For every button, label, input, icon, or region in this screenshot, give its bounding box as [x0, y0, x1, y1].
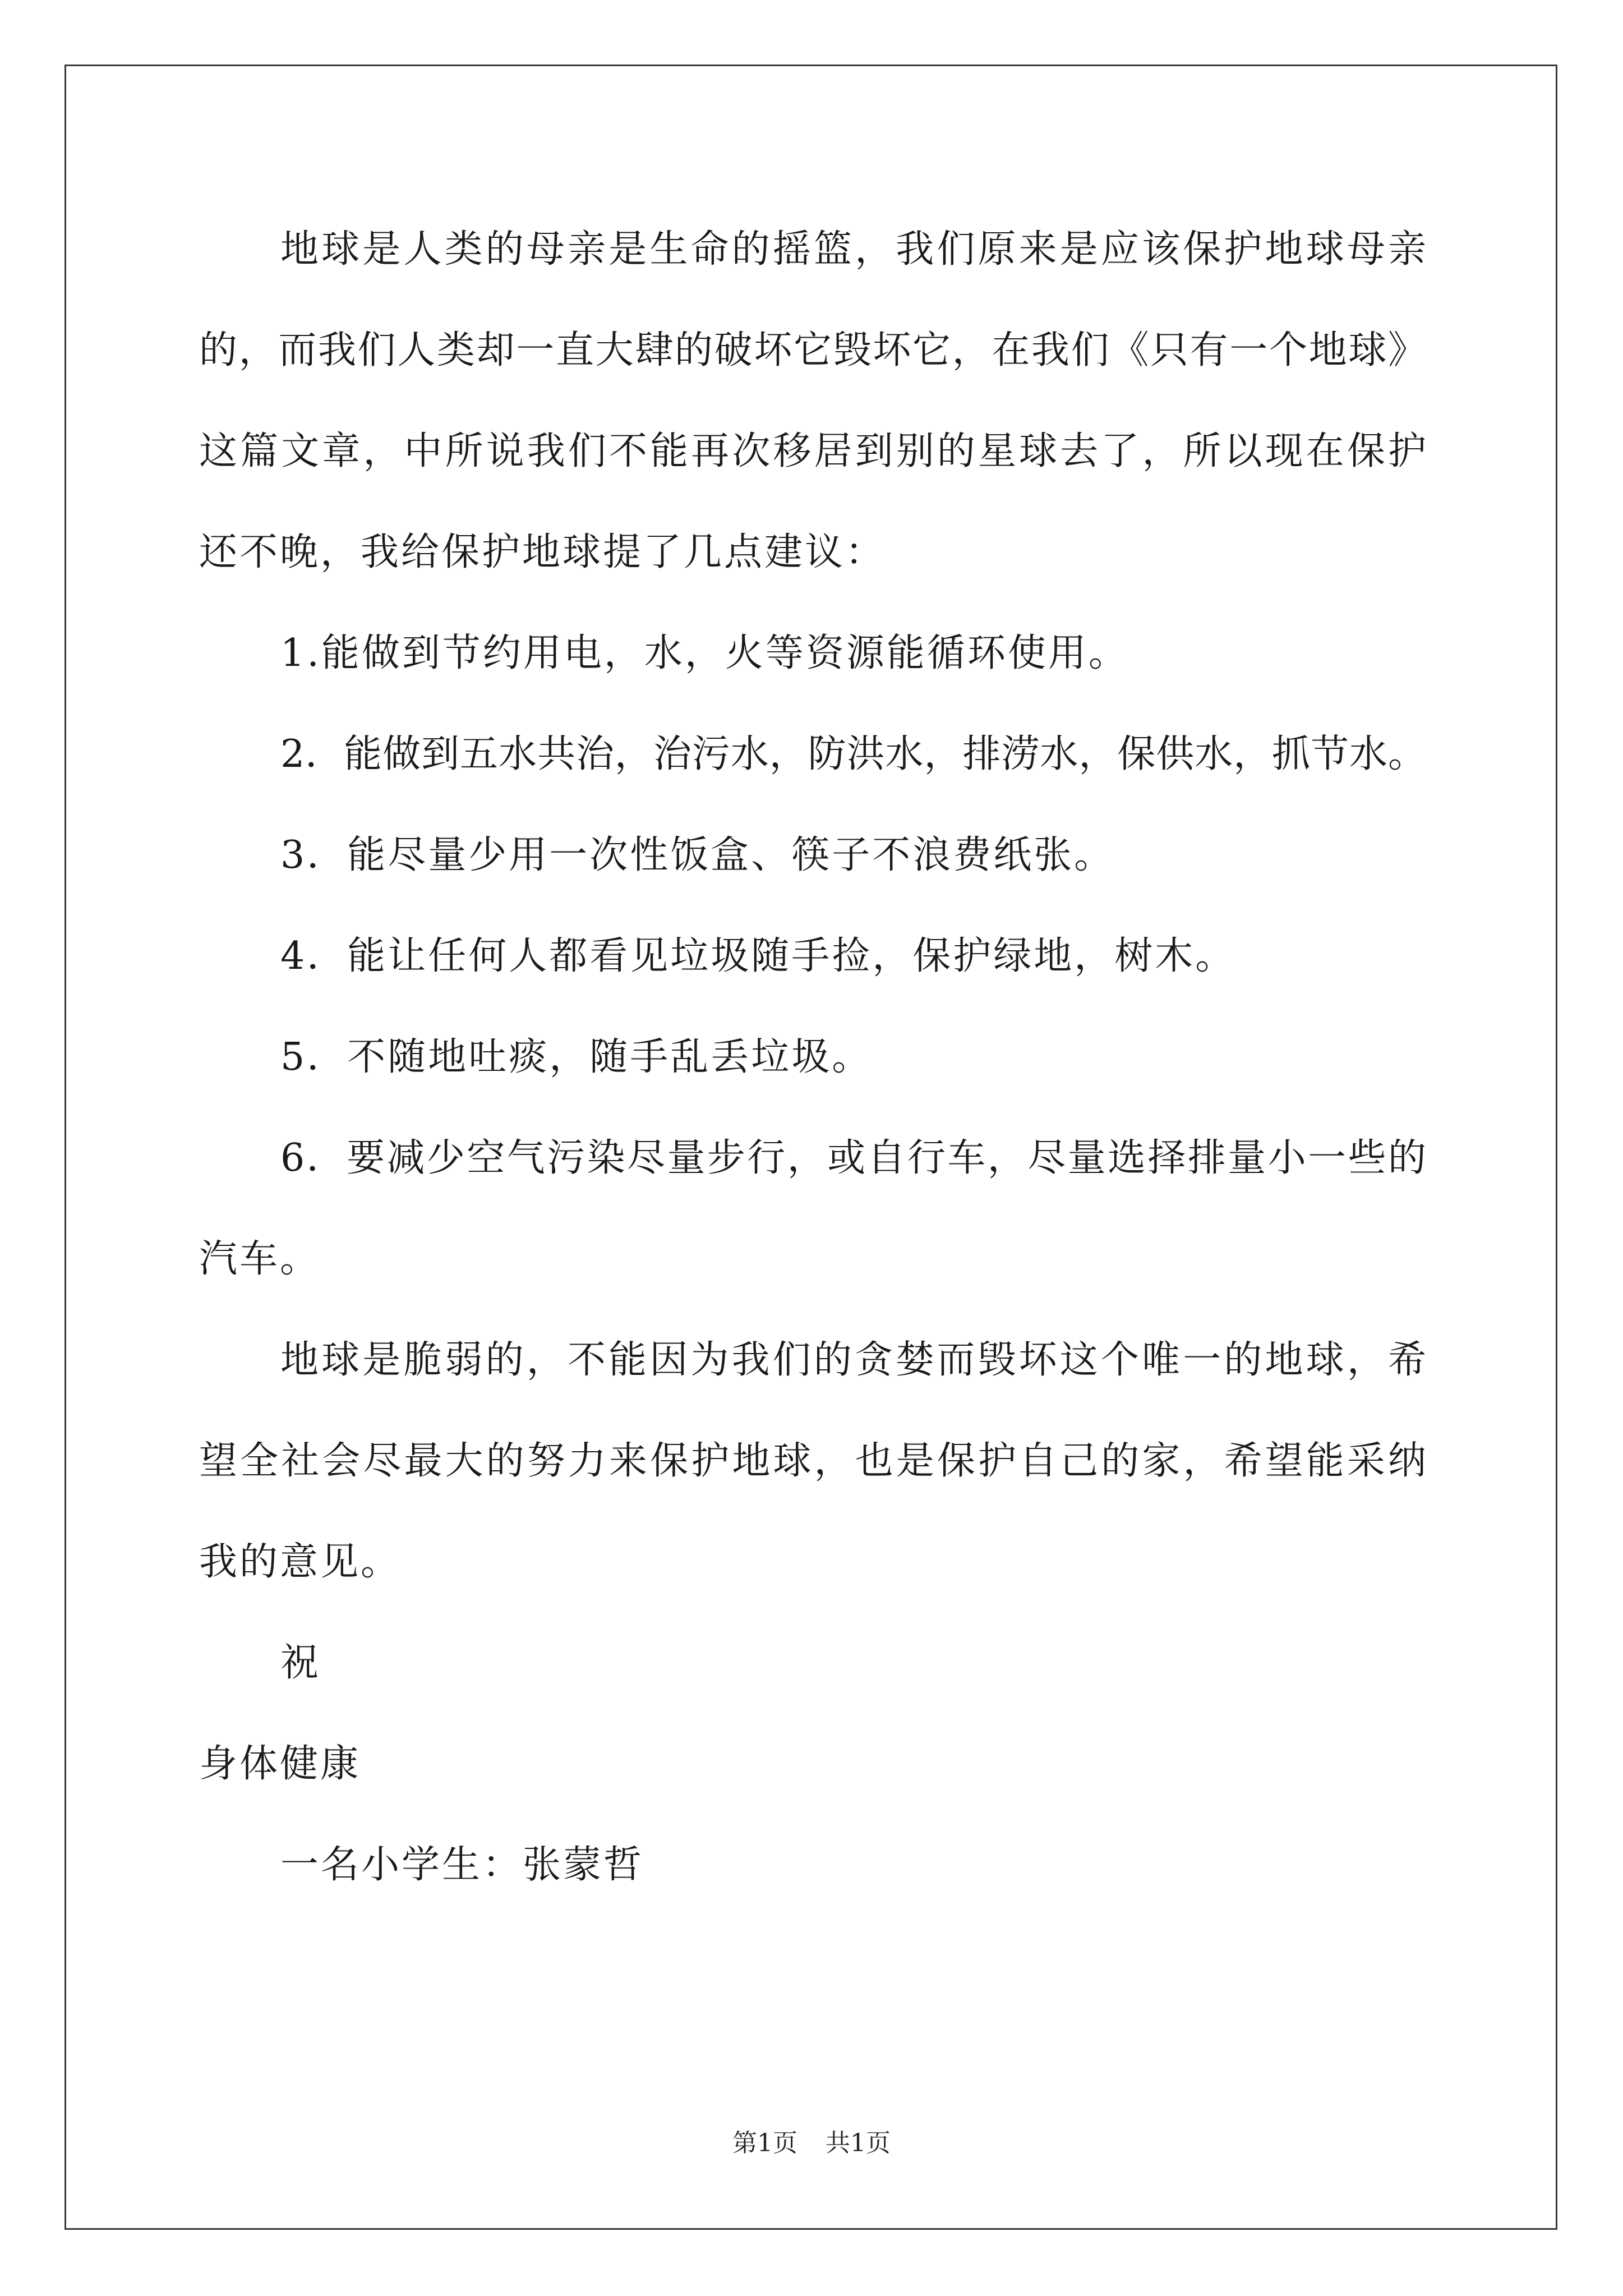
list-item: 6．要减少空气污染尽量步行，或自行车，尽量选择排量小一些的: [280, 1136, 1426, 1180]
paragraph-line: 汽车。: [199, 1237, 321, 1281]
signature: 一名小学生：张蒙哲: [280, 1843, 644, 1887]
list-item: 2．能做到五水共治，治污水，防洪水，排涝水，保供水，抓节水。: [280, 732, 1426, 776]
paragraph-line: 望全社会尽最大的努力来保护地球，也是保护自己的家，希望能采纳: [199, 1439, 1426, 1483]
paragraph-line: 地球是人类的母亲是生命的摇篮，我们原来是应该保护地球母亲: [280, 227, 1426, 272]
paragraph-line: 还不晚，我给保护地球提了几点建议：: [199, 530, 886, 574]
closing-salutation: 祝: [280, 1641, 321, 1685]
list-item: 3．能尽量少用一次性饭盒、筷子不浪费纸张。: [280, 833, 1115, 877]
page-number-total: 共1页: [826, 2129, 891, 2157]
page-footer: [0, 2129, 1623, 2157]
paragraph-line: 这篇文章，中所说我们不能再次移居到别的星球去了，所以现在保护: [199, 429, 1426, 473]
paragraph-line: 地球是脆弱的，不能因为我们的贪婪而毁坏这个唯一的地球，希: [280, 1338, 1426, 1382]
list-item: 1.能做到节约用电，水，火等资源能循环使用。: [280, 631, 1129, 675]
list-item: 4．能让任何人都看见垃圾随手捡，保护绿地，树木。: [280, 934, 1236, 978]
list-item: 5．不随地吐痰，随手乱丢垃圾。: [280, 1035, 873, 1079]
page-number-current: 第1页: [732, 2129, 797, 2157]
paragraph-line: 的，而我们人类却一直大肆的破坏它毁坏它，在我们《只有一个地球》: [199, 328, 1426, 372]
closing-wish: 身体健康: [199, 1742, 361, 1786]
paragraph-line: 我的意见。: [199, 1540, 402, 1584]
